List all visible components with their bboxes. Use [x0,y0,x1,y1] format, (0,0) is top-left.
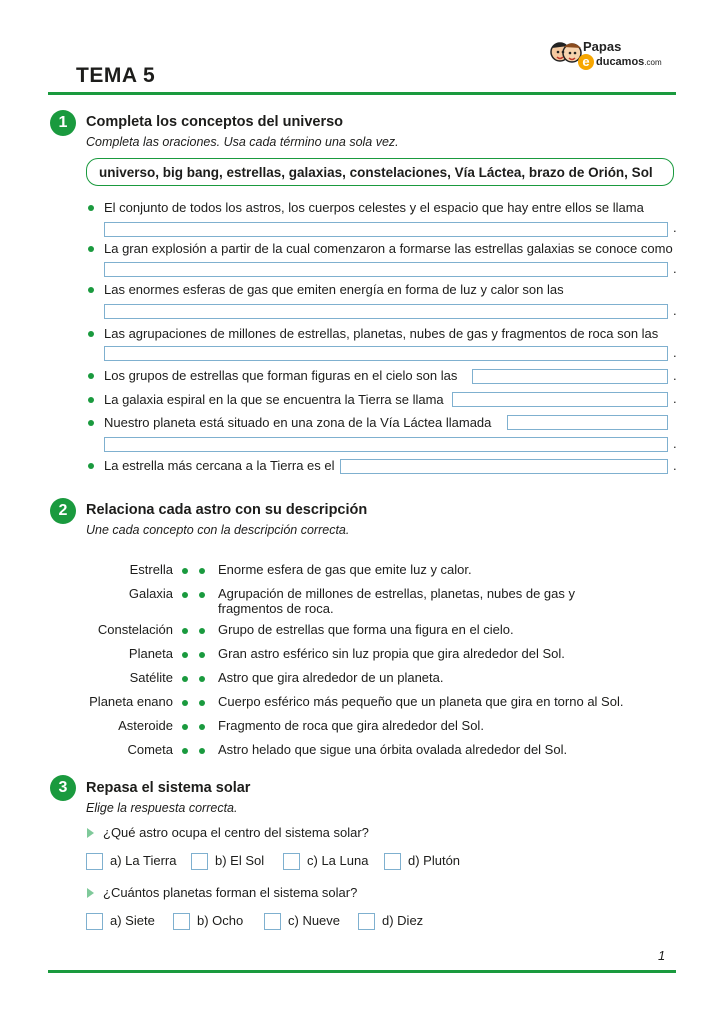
answer-field-7a[interactable] [507,415,668,430]
section-2-instructions: Une cada concepto con la descripción correcta. [86,523,350,537]
bullet [88,397,94,403]
match-dot-right[interactable] [199,748,205,754]
word-bank: universo, big bang, estrellas, galaxias, constelaciones, Vía Láctea, brazo de Orión, Sol [86,158,674,186]
page-number: 1 [658,948,666,963]
description-4: Gran astro esférico sin luz propia que gira alrededor del Sol. [218,646,565,661]
option-q1-b: b) El Sol [215,853,265,868]
arrow-icon [87,828,94,838]
answer-field-1[interactable] [104,222,668,237]
checkbox-q1-a[interactable] [86,853,103,870]
footer-rule [48,970,676,973]
papaseducamos-logo [550,36,670,76]
header-rule [48,92,676,95]
answer-field-4[interactable] [104,346,668,361]
term-galaxia: Galaxia [128,586,173,601]
match-dot-left[interactable] [182,724,188,730]
bullet [88,287,94,293]
section-1-title: Completa los conceptos del universo [86,114,344,130]
match-dot-left[interactable] [182,628,188,634]
period: . [673,261,677,276]
term-estrella: Estrella [129,562,173,577]
match-dot-right[interactable] [199,568,205,574]
sentence-4: Las agrupaciones de millones de estrellas, planetas, nubes de gas y fragmentos de roca son las [104,326,659,341]
description-2: Agrupación de millones de estrellas, planetas, nubes de gas y fragmentos de roca. [218,586,575,616]
match-dot-right[interactable] [199,700,205,706]
term-planeta: Planeta [128,646,173,661]
term-asteroide: Asteroide [118,718,173,733]
section-number-2: 2 [50,498,76,524]
option-q2-b: b) Ocho [197,913,244,928]
section-number-1: 1 [50,110,76,136]
period: . [673,368,677,383]
bullet [88,420,94,426]
logo-e-badge: e [578,54,594,70]
answer-field-6[interactable] [452,392,668,407]
section-3-title: Repasa el sistema solar [86,780,251,796]
option-q1-d: d) Plutón [408,853,461,868]
option-q2-d: d) Diez [382,913,424,928]
logo-text-educamos: ducamos.com [596,56,662,68]
option-q2-c: c) Nueve [288,913,341,928]
match-dot-left[interactable] [182,592,188,598]
sentence-3: Las enormes esferas de gas que emiten energía en forma de luz y calor son las [104,282,564,297]
sentence-2: La gran explosión a partir de la cual comenzaron a formarse las estrellas galaxias se conoce como [104,241,673,256]
sentence-7: Nuestro planeta está situado en una zona de la Vía Láctea llamada [104,415,492,430]
option-q1-a: a) La Tierra [110,853,177,868]
bullet [88,205,94,211]
period: . [673,436,677,451]
match-dot-left[interactable] [182,700,188,706]
question-2: ¿Cuántos planetas forman el sistema solar? [103,885,358,900]
description-6: Cuerpo esférico más pequeño que un planeta que gira en torno al Sol. [218,694,624,709]
match-dot-left[interactable] [182,568,188,574]
bullet [88,246,94,252]
sentence-5: Los grupos de estrellas que forman figuras en el cielo son las [104,368,458,383]
period: . [673,303,677,318]
term-planeta-enano: Planeta enano [89,694,173,709]
answer-field-2[interactable] [104,262,668,277]
section-3-instructions: Elige la respuesta correcta. [86,801,238,815]
bullet [88,463,94,469]
sentence-6: La galaxia espiral en la que se encuentra la Tierra se llama [104,392,444,407]
answer-field-3[interactable] [104,304,668,319]
match-dot-right[interactable] [199,652,205,658]
answer-field-5[interactable] [472,369,668,384]
period: . [673,391,677,406]
option-q1-c: c) La Luna [307,853,369,868]
bullet [88,373,94,379]
checkbox-q1-b[interactable] [191,853,208,870]
checkbox-q2-c[interactable] [264,913,281,930]
match-dot-left[interactable] [182,676,188,682]
description-5: Astro que gira alrededor de un planeta. [218,670,444,685]
description-8: Astro helado que sigue una órbita ovalada alrededor del Sol. [218,742,568,757]
bullet [88,331,94,337]
answer-field-7b[interactable] [104,437,668,452]
match-dot-right[interactable] [199,724,205,730]
match-dot-right[interactable] [199,592,205,598]
term-cometa: Cometa [127,742,173,757]
period: . [673,220,677,235]
checkbox-q2-b[interactable] [173,913,190,930]
page-title: TEMA 5 [76,64,156,87]
option-q2-a: a) Siete [110,913,155,928]
section-1-instructions: Completa las oraciones. Usa cada término una sola vez. [86,135,399,149]
description-1: Enorme esfera de gas que emite luz y calor. [218,562,472,577]
question-1: ¿Qué astro ocupa el centro del sistema solar? [103,825,369,840]
checkbox-q1-c[interactable] [283,853,300,870]
description-7: Fragmento de roca que gira alrededor del Sol. [218,718,484,733]
logo-text-papas: Papas [583,39,622,54]
checkbox-q1-d[interactable] [384,853,401,870]
match-dot-right[interactable] [199,676,205,682]
answer-field-8[interactable] [340,459,668,474]
section-2-title: Relaciona cada astro con su descripción [86,502,368,518]
period: . [673,458,677,473]
section-number-3: 3 [50,775,76,801]
sentence-8: La estrella más cercana a la Tierra es el [104,458,335,473]
term-satelite: Satélite [129,670,173,685]
checkbox-q2-d[interactable] [358,913,375,930]
match-dot-left[interactable] [182,652,188,658]
period: . [673,345,677,360]
match-dot-right[interactable] [199,628,205,634]
arrow-icon [87,888,94,898]
checkbox-q2-a[interactable] [86,913,103,930]
match-dot-left[interactable] [182,748,188,754]
sentence-1: El conjunto de todos los astros, los cuerpos celestes y el espacio que hay entre ellos se llama [104,200,644,215]
term-constelacion: Constelación [97,622,173,637]
description-3: Grupo de estrellas que forma una figura en el cielo. [218,622,514,637]
